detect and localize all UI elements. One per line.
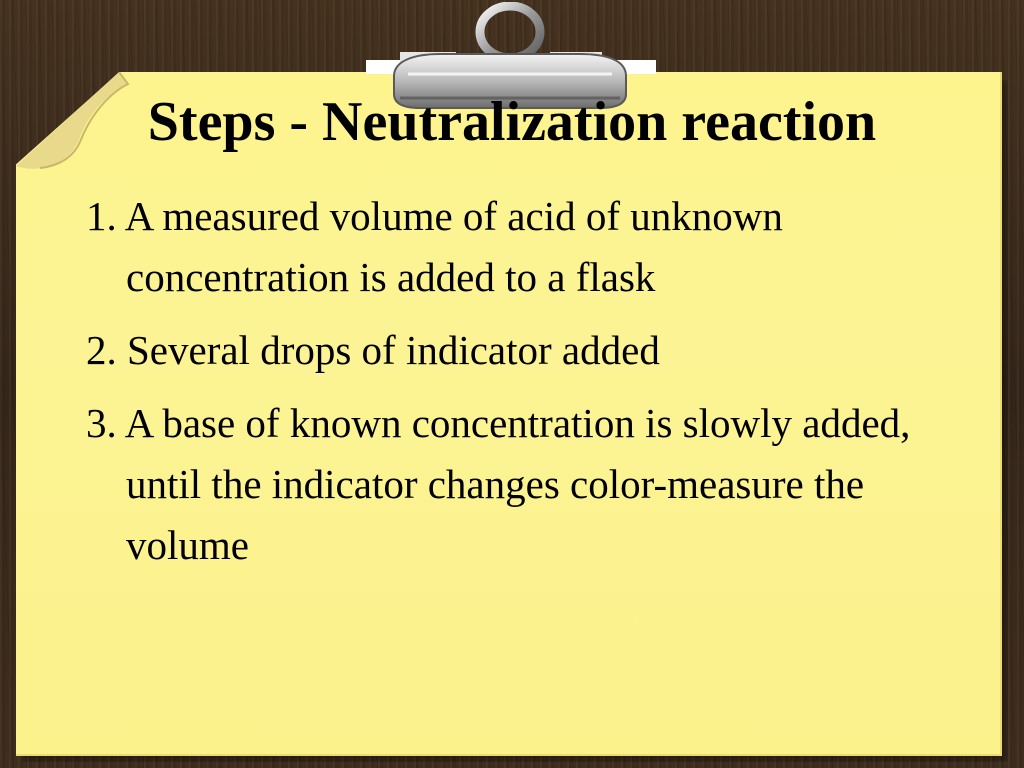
list-item: 2. Several drops of indicator added <box>86 327 660 373</box>
steps-list <box>86 186 946 588</box>
slide-title: Steps - Neutralization reaction <box>147 91 877 153</box>
list-item: 3. A base of known concentration is slowly added, until the indicator changes color-measure the volume <box>86 400 911 568</box>
list-item: 1. A measured volume of acid of unknown concentration is added to a flask <box>86 193 783 300</box>
